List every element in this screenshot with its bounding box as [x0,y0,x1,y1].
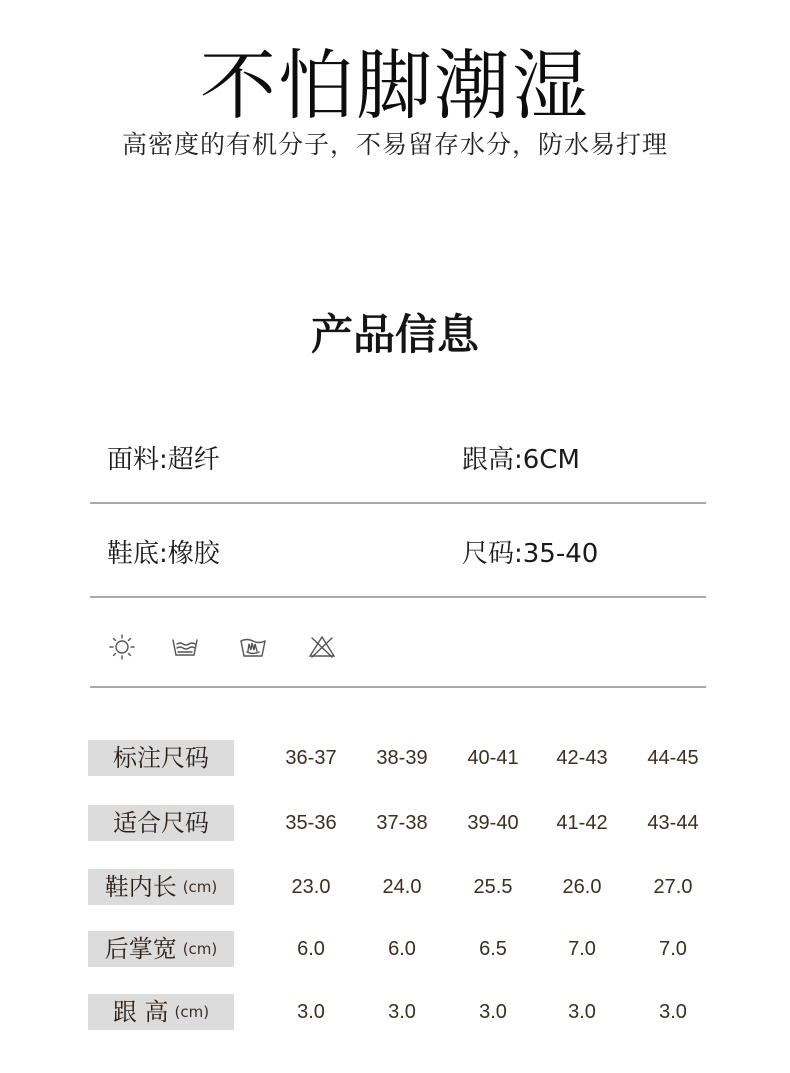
size-row-label [88,931,234,967]
hand-wash-icon [171,634,199,660]
size-table-row [88,931,728,971]
material-info: 面料:超纤 [107,445,220,475]
size-table-cell: 3.0 [659,1001,687,1023]
size-table-cell: 40-41 [467,747,519,769]
no-bleach-icon [308,634,336,660]
size-row-unit: (cm) [182,940,218,958]
size-row-label-text: 鞋内长 [104,873,177,901]
size-table-cell: 24.0 [382,876,422,898]
size-table-cell: 3.0 [388,1001,416,1023]
size-range-info: 尺码:35-40 [462,539,599,569]
size-table-row [88,869,728,909]
size-row-label-text: 标注尺码 [113,744,209,772]
hero-title: 不怕脚潮湿 [200,41,590,130]
size-table-cell: 6.0 [388,938,416,960]
size-row-label-text: 后掌宽 [104,935,177,963]
size-row-label-text: 跟 高 [112,998,169,1026]
size-table-row [88,805,728,845]
size-table-cell: 42-43 [556,747,608,769]
size-table-cell: 41-42 [556,812,608,834]
size-row-label [88,740,234,776]
size-table-cell: 38-39 [376,747,428,769]
size-table-cell: 3.0 [568,1001,596,1023]
size-table-cell: 6.0 [297,938,325,960]
size-row-label [88,805,234,841]
care-icons-row [90,596,706,688]
size-table-cell: 43-44 [647,812,699,834]
size-row-unit: (cm) [174,1003,210,1021]
info-row-material-heel [90,408,706,504]
size-table-cell: 26.0 [562,876,602,898]
info-row-sole-size [90,502,706,598]
size-table-cell: 36-37 [285,747,337,769]
size-table-cell: 39-40 [467,812,519,834]
size-table-row [88,740,728,780]
section-title: 产品信息 [310,310,479,359]
wash-basin-icon [239,634,267,660]
size-table-cell: 6.5 [479,938,507,960]
size-table-cell: 27.0 [653,876,693,898]
heel-height-info: 跟高:6CM [462,445,580,475]
size-table-cell: 35-36 [285,812,337,834]
sole-info: 鞋底:橡胶 [107,539,220,569]
size-row-unit: (cm) [182,878,218,896]
hero-subtitle: 高密度的有机分子，不易留存水分，防水易打理 [121,130,668,159]
size-row-label [88,994,234,1030]
size-table-cell: 44-45 [647,747,699,769]
sun-dry-icon [108,634,136,660]
size-table-cell: 25.5 [473,876,513,898]
size-table-cell: 37-38 [376,812,428,834]
size-table-cell: 3.0 [297,1001,325,1023]
size-table-cell: 3.0 [479,1001,507,1023]
size-row-label-text: 适合尺码 [113,809,209,837]
size-table-cell: 23.0 [291,876,331,898]
size-row-label [88,869,234,905]
size-table-row [88,994,728,1034]
size-table-cell: 7.0 [659,938,687,960]
size-table-cell: 7.0 [568,938,596,960]
